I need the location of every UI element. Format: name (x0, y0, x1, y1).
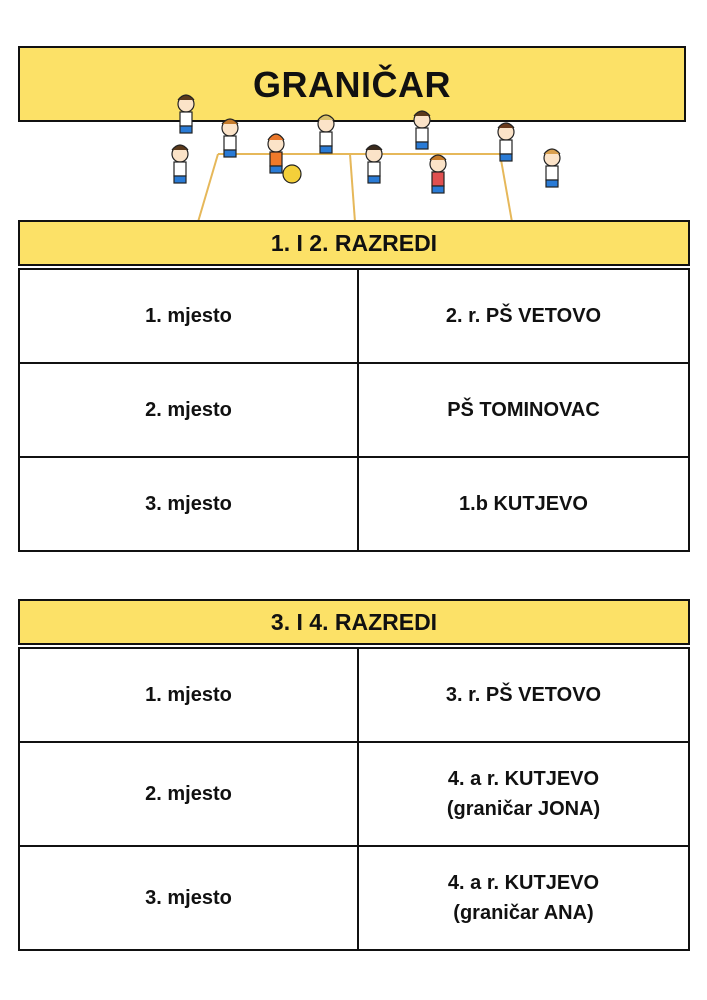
section-grades-1-2 (18, 220, 690, 552)
team-cell: PŠ TOMINOVAC (358, 363, 689, 457)
team-cell: 1.b KUTJEVO (358, 457, 689, 551)
team-cell: 2. r. PŠ VETOVO (358, 269, 689, 363)
results-table (18, 647, 690, 951)
team-cell: 3. r. PŠ VETOVO (358, 648, 689, 742)
place-cell: 2. mjesto (19, 363, 358, 457)
table-row (19, 742, 689, 846)
place-cell: 2. mjesto (19, 742, 358, 846)
table-row (19, 846, 689, 950)
table-row (19, 648, 689, 742)
section-header: 1. I 2. RAZREDI (18, 220, 690, 266)
results-table (18, 268, 690, 552)
page-title: GRANIČAR (253, 64, 451, 105)
table-row (19, 269, 689, 363)
team-cell: 4. a r. KUTJEVO (graničar ANA) (358, 846, 689, 950)
table-row (19, 457, 689, 551)
children-playing-dodgeball-icon (150, 84, 590, 226)
section-header: 3. I 4. RAZREDI (18, 599, 690, 645)
table-row (19, 363, 689, 457)
team-cell: 4. a r. KUTJEVO (graničar JONA) (358, 742, 689, 846)
place-cell: 1. mjesto (19, 269, 358, 363)
section-grades-3-4 (18, 599, 690, 951)
place-cell: 3. mjesto (19, 846, 358, 950)
place-cell: 1. mjesto (19, 648, 358, 742)
place-cell: 3. mjesto (19, 457, 358, 551)
